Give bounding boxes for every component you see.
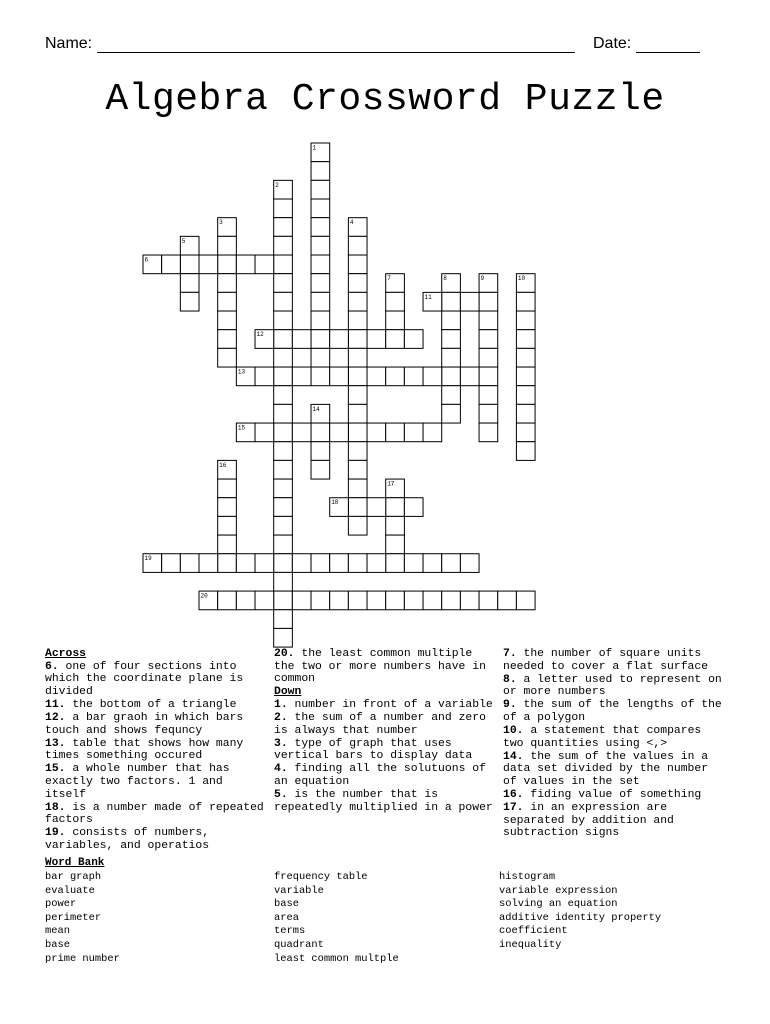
word-bank-item: power (45, 898, 77, 911)
grid-cell[interactable] (236, 591, 255, 610)
grid-cell[interactable] (442, 591, 461, 610)
grid-cell[interactable] (274, 591, 293, 610)
grid-cell[interactable] (274, 255, 293, 274)
grid-cell[interactable] (460, 554, 479, 573)
grid-cell[interactable] (292, 423, 311, 442)
grid-cell[interactable] (274, 199, 293, 218)
word-bank-item: variable expression (499, 884, 618, 897)
word-bank-item: evaluate (45, 884, 95, 897)
grid-cell[interactable] (404, 330, 423, 349)
grid-cell[interactable] (274, 367, 293, 386)
grid-cell[interactable] (218, 236, 237, 255)
date-label: Date: (593, 35, 632, 52)
grid-cell[interactable] (274, 498, 293, 517)
grid-cell[interactable] (255, 255, 274, 274)
grid-cell[interactable] (199, 255, 218, 274)
grid-cell[interactable] (311, 442, 330, 461)
grid-cell[interactable] (330, 554, 349, 573)
grid-cell[interactable] (423, 554, 442, 573)
grid-cell[interactable] (348, 498, 367, 517)
grid-cell[interactable] (236, 554, 255, 573)
grid-cell[interactable] (292, 330, 311, 349)
grid-clue-number: 14 (312, 405, 320, 413)
clue-across-13: 13. table that shows how many times something occured (45, 737, 244, 763)
grid-clue-number: 4 (349, 219, 354, 227)
grid-cell[interactable] (311, 162, 330, 181)
grid-cell[interactable] (218, 516, 237, 535)
clue-down-2: 2. the sum of a number and zero is always that number (274, 711, 486, 737)
clue-across-19: 19. consists of numbers, variables, and operatios (45, 827, 210, 852)
grid-cell[interactable] (479, 367, 498, 386)
grid-cell[interactable] (516, 442, 535, 461)
grid-cell[interactable] (180, 255, 199, 274)
grid-cell[interactable] (218, 479, 237, 498)
clue-down-9: 9. the sum of the lengths of the of a polygon (503, 699, 722, 724)
grid-cell[interactable] (348, 516, 367, 535)
grid-cell[interactable] (348, 386, 367, 405)
grid-cell[interactable] (516, 348, 535, 367)
grid-cell[interactable] (236, 255, 255, 274)
grid-cell[interactable] (460, 292, 479, 311)
grid-cell[interactable] (255, 423, 274, 442)
grid-cell[interactable] (311, 348, 330, 367)
grid-cell[interactable] (404, 591, 423, 610)
grid-cell[interactable] (162, 255, 181, 274)
clue-down-10: 10. a statement that compares two quantities using <,> (503, 725, 702, 750)
grid-cell[interactable] (274, 628, 293, 647)
grid-cell[interactable] (274, 330, 293, 349)
grid-cell[interactable] (516, 423, 535, 442)
word-bank-heading: Word Bank (45, 857, 105, 869)
grid-cell[interactable] (199, 554, 218, 573)
grid-cell[interactable] (479, 386, 498, 405)
grid-cell[interactable] (386, 554, 405, 573)
grid-cell[interactable] (274, 516, 293, 535)
grid-cell[interactable] (516, 591, 535, 610)
grid-cell[interactable] (479, 404, 498, 423)
grid-cell[interactable] (348, 423, 367, 442)
grid-cell[interactable] (311, 311, 330, 330)
grid-cell[interactable] (255, 591, 274, 610)
grid-cell[interactable] (218, 330, 237, 349)
grid-cell[interactable] (348, 442, 367, 461)
grid-cell[interactable] (274, 236, 293, 255)
grid-cell[interactable] (442, 292, 461, 311)
word-bank-item: bar graph (45, 871, 102, 883)
grid-cell[interactable] (274, 386, 293, 405)
grid-cell[interactable] (274, 554, 293, 573)
grid-cell[interactable] (442, 404, 461, 423)
grid-cell[interactable] (386, 516, 405, 535)
grid-cell[interactable] (498, 591, 517, 610)
word-bank-column-1 (45, 871, 120, 966)
grid-cell[interactable] (330, 591, 349, 610)
grid-cell[interactable] (218, 311, 237, 330)
grid-cell[interactable] (386, 311, 405, 330)
grid-cell[interactable] (330, 423, 349, 442)
grid-clue-number: 9 (480, 275, 485, 283)
grid-clue-number: 12 (256, 331, 264, 339)
grid-cell[interactable] (180, 274, 199, 293)
grid-cell[interactable] (292, 591, 311, 610)
grid-cell[interactable] (404, 554, 423, 573)
grid-clue-number: 15 (237, 424, 246, 432)
word-bank-item: solving an equation (499, 898, 618, 911)
grid-cell[interactable] (330, 330, 349, 349)
grid-cell[interactable] (479, 591, 498, 610)
grid-cell[interactable] (404, 367, 423, 386)
grid-cell[interactable] (386, 591, 405, 610)
grid-cell[interactable] (442, 386, 461, 405)
word-bank-item: frequency table (274, 871, 368, 883)
word-bank-column-3 (499, 871, 661, 953)
grid-cell[interactable] (218, 498, 237, 517)
grid-clue-number: 16 (219, 461, 227, 469)
grid-cell[interactable] (348, 255, 367, 274)
grid-cell[interactable] (311, 218, 330, 237)
grid-cell[interactable] (423, 367, 442, 386)
grid-cell[interactable] (311, 255, 330, 274)
grid-cell[interactable] (423, 423, 442, 442)
word-bank-item: coefficient (499, 925, 568, 938)
grid-cell[interactable] (516, 311, 535, 330)
grid-clue-number: 3 (219, 219, 223, 227)
grid-cell[interactable] (386, 535, 405, 554)
grid-cell[interactable] (274, 348, 293, 367)
grid-cell[interactable] (442, 330, 461, 349)
word-bank-item: base (274, 898, 299, 911)
grid-cell[interactable] (516, 386, 535, 405)
grid-cell[interactable] (348, 404, 367, 423)
grid-cell[interactable] (274, 442, 293, 461)
clue-across-11: 11. the bottom of a triangle (45, 698, 237, 711)
grid-clue-number: 7 (387, 275, 391, 283)
grid-cell[interactable] (404, 498, 423, 517)
grid-cell[interactable] (386, 292, 405, 311)
grid-clue-number: 18 (331, 499, 339, 507)
grid-clue-number: 10 (517, 275, 526, 283)
grid-clue-number: 17 (387, 480, 395, 488)
grid-cell[interactable] (348, 330, 367, 349)
grid-cell[interactable] (255, 367, 274, 386)
grid-cell[interactable] (274, 274, 293, 293)
word-bank-item: inequality (499, 938, 562, 951)
grid-cell[interactable] (311, 274, 330, 293)
word-bank-item: terms (274, 925, 306, 938)
grid-cell[interactable] (274, 404, 293, 423)
grid-cell[interactable] (348, 292, 367, 311)
grid-cell[interactable] (348, 236, 367, 255)
grid-cell[interactable] (274, 292, 293, 311)
grid-clue-number: 13 (237, 368, 246, 376)
name-label: Name: (45, 35, 93, 52)
grid-cell[interactable] (292, 554, 311, 573)
grid-cell[interactable] (274, 610, 293, 629)
clue-down-17: 17. in an expression are separated by addition and subtraction signs (503, 802, 674, 840)
down-heading: Down (274, 686, 302, 699)
grid-cell[interactable] (218, 554, 237, 573)
word-bank-column-2 (274, 871, 399, 966)
grid-cell[interactable] (348, 460, 367, 479)
grid-cell[interactable] (460, 591, 479, 610)
grid-cell[interactable] (348, 591, 367, 610)
clue-across-20: 20. the least common multiple the two or more numbers have in common (274, 648, 486, 686)
grid-clue-number: 6 (144, 256, 149, 264)
grid-cell[interactable] (274, 423, 293, 442)
grid-cell[interactable] (479, 330, 498, 349)
grid-cell[interactable] (516, 330, 535, 349)
grid-cell[interactable] (218, 255, 237, 274)
word-bank-item: mean (45, 925, 70, 938)
grid-cell[interactable] (274, 572, 293, 591)
grid-cell[interactable] (218, 348, 237, 367)
grid-cell[interactable] (367, 554, 386, 573)
grid-cell[interactable] (255, 554, 274, 573)
grid-cell[interactable] (274, 311, 293, 330)
grid-cell[interactable] (274, 535, 293, 554)
word-bank-item: quadrant (274, 938, 324, 951)
grid-clue-number: 2 (275, 181, 279, 189)
grid-cell[interactable] (386, 367, 405, 386)
clue-down-5: 5. is the number that is repeatedly multiplied in a power (274, 789, 493, 814)
grid-cell[interactable] (442, 367, 461, 386)
grid-cell[interactable] (367, 423, 386, 442)
page-title: Algebra Crossword Puzzle (105, 78, 665, 121)
grid-cell[interactable] (348, 274, 367, 293)
grid-cell[interactable] (218, 292, 237, 311)
grid-cell[interactable] (311, 180, 330, 199)
clue-across-15: 15. a whole number that has exactly two factors. 1 and itself (45, 763, 230, 801)
clue-down-4: 4. finding all the solutuons of an equation (274, 763, 486, 788)
grid-cell[interactable] (442, 554, 461, 573)
grid-cell[interactable] (479, 292, 498, 311)
grid-cell[interactable] (386, 423, 405, 442)
word-bank-item: perimeter (45, 911, 102, 924)
grid-cell[interactable] (367, 498, 386, 517)
grid-cell[interactable] (367, 591, 386, 610)
clue-down-14: 14. the sum of the values in a data set divided by the number of values in the set (503, 750, 709, 788)
clue-down-16: 16. fiding value of something (503, 789, 702, 802)
grid-cell[interactable] (442, 348, 461, 367)
grid-cell[interactable] (311, 330, 330, 349)
grid-cell[interactable] (311, 591, 330, 610)
grid-cell[interactable] (348, 367, 367, 386)
grid-cell[interactable] (404, 423, 423, 442)
grid-cell[interactable] (516, 404, 535, 423)
word-bank-item: least common multple (274, 952, 399, 965)
clue-down-1: 1. number in front of a variable (274, 698, 493, 711)
grid-cell[interactable] (479, 311, 498, 330)
word-bank-item: histogram (499, 871, 556, 883)
word-bank-item: base (45, 938, 70, 951)
grid-cell[interactable] (311, 423, 330, 442)
grid-cell[interactable] (274, 479, 293, 498)
word-bank-item: prime number (45, 952, 120, 965)
grid-cell[interactable] (274, 460, 293, 479)
grid-cell[interactable] (218, 591, 237, 610)
grid-cell[interactable] (423, 591, 442, 610)
word-bank-item: additive identity property (499, 911, 662, 924)
grid-cell[interactable] (516, 292, 535, 311)
word-bank-item: variable (274, 884, 324, 897)
grid-cell[interactable] (367, 367, 386, 386)
grid-cell[interactable] (311, 199, 330, 218)
grid-cell[interactable] (386, 330, 405, 349)
clue-across-6: 6. one of four sections into which the coordinate plane is divided (45, 660, 244, 698)
grid-cell[interactable] (311, 554, 330, 573)
clues-column-1 (45, 648, 267, 853)
grid-cell[interactable] (348, 311, 367, 330)
grid-cell[interactable] (311, 367, 330, 386)
grid-cell[interactable] (348, 479, 367, 498)
grid-clue-number: 11 (424, 293, 432, 301)
clue-across-12: 12. a bar graoh in which bars touch and shows fequncy (45, 711, 244, 737)
grid-cell[interactable] (311, 292, 330, 311)
grid-cell[interactable] (348, 348, 367, 367)
word-bank-item: area (274, 911, 299, 924)
clues-column-3 (503, 648, 725, 840)
grid-cell[interactable] (386, 498, 405, 517)
clue-down-3: 3. type of graph that uses vertical bars to display data (274, 737, 473, 763)
grid-cell[interactable] (311, 460, 330, 479)
grid-clue-number: 1 (312, 144, 317, 152)
grid-cell[interactable] (218, 535, 237, 554)
grid-cell[interactable] (218, 274, 237, 293)
grid-cell[interactable] (180, 554, 199, 573)
grid-clue-number: 5 (181, 237, 186, 245)
grid-cell[interactable] (367, 330, 386, 349)
clue-across-18: 18. is a number made of repeated factors (45, 801, 264, 827)
grid-cell[interactable] (292, 367, 311, 386)
grid-cell[interactable] (479, 423, 498, 442)
grid-cell[interactable] (479, 348, 498, 367)
grid-cell[interactable] (460, 367, 479, 386)
grid-clue-number: 20 (200, 592, 208, 600)
grid-clue-number: 19 (144, 555, 152, 563)
across-heading: Across (45, 648, 87, 660)
grid-cell[interactable] (180, 292, 199, 311)
clues-column-2 (274, 648, 498, 815)
grid-cell[interactable] (330, 367, 349, 386)
grid-cell[interactable] (348, 554, 367, 573)
grid-cell[interactable] (162, 554, 181, 573)
clue-down-7: 7. the number of square units needed to cover a flat surface (503, 648, 709, 673)
clue-down-8: 8. a letter used to represent on or more numbers (503, 673, 722, 699)
grid-cell[interactable] (516, 367, 535, 386)
grid-clue-number: 8 (443, 275, 447, 283)
grid-cell[interactable] (274, 218, 293, 237)
grid-cell[interactable] (311, 236, 330, 255)
grid-cell[interactable] (442, 311, 461, 330)
